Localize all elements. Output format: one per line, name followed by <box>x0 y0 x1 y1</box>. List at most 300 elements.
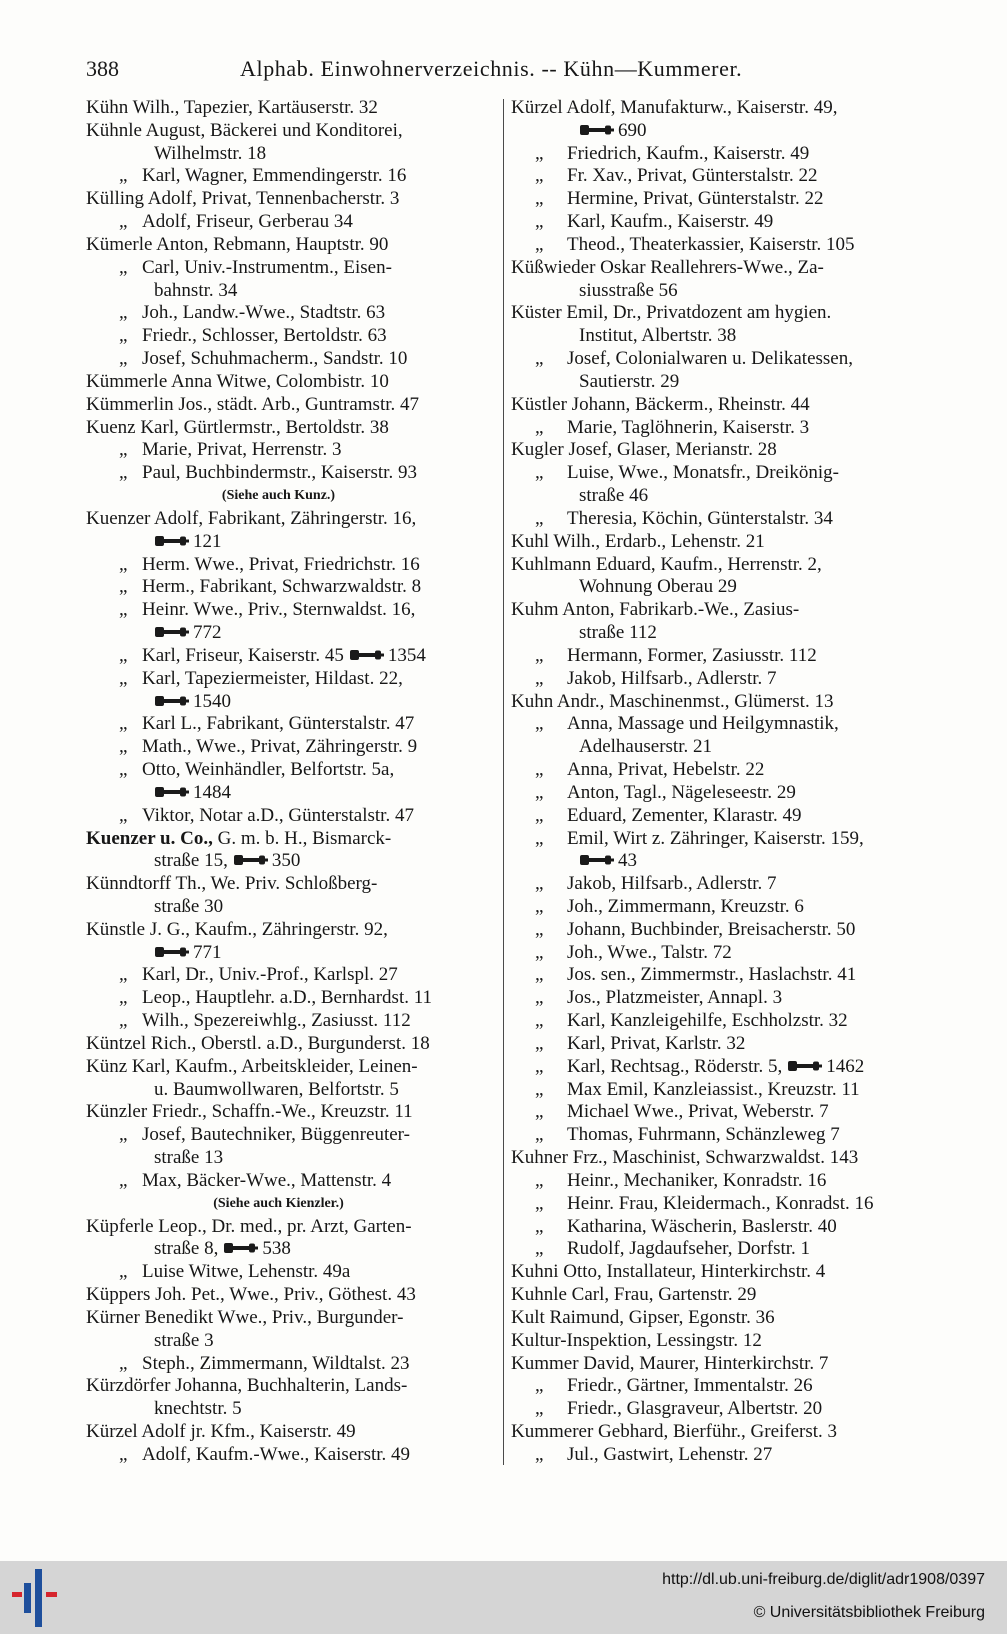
ditto-mark: „ <box>119 256 128 278</box>
copyright-notice: © Universitätsbibliothek Freiburg <box>753 1604 985 1621</box>
entry-text: Kürzel Adolf, Manufakturw., Kaiserstr. 49, <box>511 97 838 118</box>
entry-text: Otto, Weinhändler, Belfortstr. 5a, <box>142 759 395 781</box>
ditto-mark: „ <box>119 667 128 689</box>
directory-entry <box>511 1170 934 1193</box>
entry-text: Jos. sen., Zimmermstr., Haslachstr. 41 <box>567 964 857 986</box>
ditto-mark: „ <box>535 507 544 529</box>
telephone-icon <box>154 534 190 548</box>
ditto-mark: „ <box>535 644 544 666</box>
telephone-icon <box>579 123 615 137</box>
directory-entry <box>511 668 934 691</box>
ditto-mark: „ <box>535 416 544 438</box>
entry-text: Paul, Buchbindermstr., Kaiserstr. 93 <box>142 462 417 484</box>
entry-text: straße 13 <box>154 1147 224 1169</box>
entry-text: Friedrich, Kaufm., Kaiserstr. 49 <box>567 142 810 164</box>
directory-entry <box>511 1353 934 1376</box>
entry-continuation <box>511 576 934 599</box>
entry-text: Künndtorff Th., We. Priv. Schloßberg- <box>86 873 378 895</box>
ditto-mark: „ <box>119 211 128 233</box>
directory-entry <box>86 211 495 234</box>
ditto-mark: „ <box>535 348 544 370</box>
directory-entry <box>86 1421 495 1444</box>
entry-text: Kümmerlin Jos., städt. Arb., Guntramstr. 47 <box>86 393 420 415</box>
ditto-mark: „ <box>119 759 128 781</box>
entry-text: Kürzel Adolf jr. Kfm., Kaiserstr. 49 <box>86 1421 356 1443</box>
entry-continuation <box>511 280 934 303</box>
entry-text: Kürner Benedikt Wwe., Priv., Burgunder- <box>86 1306 404 1328</box>
ditto-mark: „ <box>535 804 544 826</box>
directory-entry <box>511 1284 934 1307</box>
entry-text: straße 3 <box>154 1329 214 1351</box>
entry-text: Herm., Fabrikant, Schwarzwaldstr. 8 <box>142 576 422 598</box>
entry-text: knechtstr. 5 <box>154 1398 242 1420</box>
phone-number: 1484 <box>193 781 231 803</box>
telephone-icon <box>154 945 190 959</box>
entry-text: Friedr., Schlosser, Bertoldstr. 63 <box>142 325 387 347</box>
library-logo <box>10 1567 60 1627</box>
entry-continuation <box>86 622 495 645</box>
phone-number: 1462 <box>826 1055 865 1077</box>
entry-text: Luise, Wwe., Monatsfr., Dreikönig- <box>567 462 839 484</box>
entry-text: Kuhnle Carl, Frau, Gartenstr. 29 <box>511 1284 757 1306</box>
ditto-mark: „ <box>119 302 128 324</box>
entry-text: Jakob, Hilfsarb., Adlerstr. 7 <box>567 667 777 689</box>
ditto-mark: „ <box>119 165 128 187</box>
phone-number: 1354 <box>387 644 426 666</box>
entry-continuation <box>86 850 495 873</box>
ditto-mark: „ <box>535 1101 544 1123</box>
entry-text: Kummerer Gebhard, Bierführ., Greiferst. 3 <box>511 1421 838 1443</box>
ditto-mark: „ <box>535 1238 544 1260</box>
ditto-mark: „ <box>535 188 544 210</box>
ditto-mark: „ <box>535 1124 544 1146</box>
directory-entry <box>511 97 934 120</box>
entry-text: Max, Bäcker-Wwe., Mattenstr. 4 <box>142 1169 392 1191</box>
ditto-mark: „ <box>119 1169 128 1191</box>
entry-text: Küpferle Leop., Dr. med., pr. Arzt, Garten- <box>86 1215 412 1237</box>
cross-reference-note <box>86 485 495 508</box>
entry-text: Kuhn Andr., Maschinenmst., Glümerst. 13 <box>511 690 834 712</box>
ditto-mark: „ <box>119 644 128 666</box>
entry-text: Wilh., Spezereiwhlg., Zasiusst. 112 <box>142 1010 411 1032</box>
entry-text: straße 30 <box>154 895 224 917</box>
ditto-mark: „ <box>119 1443 128 1465</box>
telephone-icon <box>223 1241 259 1255</box>
phone-number: 43 <box>618 850 637 872</box>
entry-text: Math., Wwe., Privat, Zähringerstr. 9 <box>142 736 418 758</box>
directory-entry <box>86 394 495 417</box>
entry-text: Kuenzer Adolf, Fabrikant, Zähringerstr. 16, <box>86 507 417 529</box>
entry-text: Eduard, Zementer, Klarastr. 49 <box>567 804 802 826</box>
directory-entry <box>511 942 934 965</box>
entry-text: Institut, Albertstr. 38 <box>579 325 737 347</box>
ditto-mark: „ <box>535 1398 544 1420</box>
entry-text: G. m. b. H., Bismarck- <box>217 827 392 849</box>
entry-continuation <box>86 1238 495 1261</box>
directory-entry <box>86 439 495 462</box>
directory-entry <box>86 1284 495 1307</box>
directory-entry <box>511 782 934 805</box>
ditto-mark: „ <box>119 348 128 370</box>
directory-entry <box>86 417 495 440</box>
directory-entry <box>511 508 934 531</box>
directory-entry <box>86 736 495 759</box>
telephone-icon <box>787 1059 823 1073</box>
ditto-mark: „ <box>535 895 544 917</box>
entry-text: straße 15, <box>154 850 228 872</box>
directory-entry <box>511 1216 934 1239</box>
directory-entry <box>86 1101 495 1124</box>
ditto-mark: „ <box>119 1352 128 1374</box>
entry-text: Marie, Privat, Herrenstr. 3 <box>142 439 342 461</box>
entry-continuation <box>86 143 495 166</box>
entry-text: Karl, Kaufm., Kaiserstr. 49 <box>567 211 774 233</box>
entry-continuation <box>86 1079 495 1102</box>
ditto-mark: „ <box>535 827 544 849</box>
entry-text: Carl, Univ.-Instrumentm., Eisen- <box>142 256 392 278</box>
directory-entry <box>86 873 495 896</box>
ditto-mark: „ <box>119 553 128 575</box>
entry-text: Adelhauserstr. 21 <box>579 736 712 758</box>
ditto-mark: „ <box>535 1010 544 1032</box>
entry-text: Jul., Gastwirt, Lehenstr. 27 <box>567 1443 773 1465</box>
entry-continuation <box>511 736 934 759</box>
entry-continuation <box>86 942 495 965</box>
entry-continuation <box>511 325 934 348</box>
directory-entry <box>511 987 934 1010</box>
ditto-mark: „ <box>535 667 544 689</box>
directory-entry <box>511 1444 934 1467</box>
entry-text: Theod., Theaterkassier, Kaiserstr. 105 <box>567 233 855 255</box>
entry-text: Josef, Schuhmacherm., Sandstr. 10 <box>142 348 408 370</box>
entry-text: Katharina, Wäscherin, Baslerstr. 40 <box>567 1215 837 1237</box>
ditto-mark: „ <box>535 873 544 895</box>
ditto-mark: „ <box>535 941 544 963</box>
directory-entry <box>511 1421 934 1444</box>
ditto-mark: „ <box>119 1124 128 1146</box>
entry-text: Adolf, Kaufm.-Wwe., Kaiserstr. 49 <box>142 1443 411 1465</box>
entry-text: u. Baumwollwaren, Belfortstr. 5 <box>154 1078 399 1100</box>
entry-text: Heinr. Wwe., Priv., Sternwaldst. 16, <box>142 599 416 621</box>
entry-text: straße 112 <box>579 622 657 644</box>
entry-text: Kühn Wilh., Tapezier, Kartäuserstr. 32 <box>86 97 378 118</box>
entry-text: Heinr., Mechaniker, Konradstr. 16 <box>567 1169 827 1191</box>
entry-text: Emil, Wirt z. Zähringer, Kaiserstr. 159, <box>567 827 864 849</box>
entry-text: (Siehe auch Kunz.) <box>221 488 336 504</box>
ditto-mark: „ <box>535 964 544 986</box>
directory-entry <box>511 439 934 462</box>
entry-continuation <box>511 120 934 143</box>
ditto-mark: „ <box>535 233 544 255</box>
directory-entry <box>86 645 495 668</box>
directory-entry <box>86 919 495 942</box>
entry-text: Rudolf, Jagdaufseher, Dorfstr. 1 <box>567 1238 811 1260</box>
ditto-mark: „ <box>535 1215 544 1237</box>
entry-text: Hermann, Former, Zasiusstr. 112 <box>567 644 817 666</box>
entry-text: Küppers Joh. Pet., Wwe., Priv., Göthest. 43 <box>86 1284 416 1306</box>
entry-text: Joh., Wwe., Talstr. 72 <box>567 941 732 963</box>
entry-text: Kuhner Frz., Maschinist, Schwarzwaldst. 143 <box>511 1147 859 1169</box>
directory-entry <box>86 1307 495 1330</box>
entry-text: Anna, Massage und Heilgymnastik, <box>567 713 839 735</box>
directory-entry <box>511 805 934 828</box>
directory-entry <box>86 462 495 485</box>
directory-entry <box>86 1056 495 1079</box>
directory-entry <box>511 896 934 919</box>
entry-text: Kuhlmann Eduard, Kaufm., Herrenstr. 2, <box>511 553 822 575</box>
telephone-icon <box>154 785 190 799</box>
telephone-icon <box>233 853 269 867</box>
phone-number: 121 <box>193 530 222 552</box>
ditto-mark: „ <box>535 211 544 233</box>
entry-text: Michael Wwe., Privat, Weberstr. 7 <box>567 1101 829 1123</box>
entry-text: Joh., Landw.-Wwe., Stadtstr. 63 <box>142 302 386 324</box>
directory-entry <box>511 1238 934 1261</box>
ditto-mark: „ <box>535 713 544 735</box>
entry-continuation <box>86 896 495 919</box>
directory-entry <box>86 554 495 577</box>
directory-entry <box>511 188 934 211</box>
entry-text: Jakob, Hilfsarb., Adlerstr. 7 <box>567 873 777 895</box>
entry-continuation <box>86 1330 495 1353</box>
directory-entry <box>511 302 934 325</box>
phone-number: 771 <box>193 941 222 963</box>
ditto-mark: „ <box>119 987 128 1009</box>
ditto-mark: „ <box>119 439 128 461</box>
entry-text: Kugler Josef, Glaser, Merianstr. 28 <box>511 439 777 461</box>
entry-text: Karl, Wagner, Emmendingerstr. 16 <box>142 165 407 187</box>
directory-entry <box>86 668 495 691</box>
ditto-mark: „ <box>535 759 544 781</box>
entry-text: Adolf, Friseur, Gerberau 34 <box>142 211 353 233</box>
ditto-mark: „ <box>535 1443 544 1465</box>
cross-reference-note <box>86 1193 495 1216</box>
phone-number: 538 <box>262 1238 291 1260</box>
telephone-icon <box>154 625 190 639</box>
entry-continuation <box>86 1147 495 1170</box>
ditto-mark: „ <box>535 987 544 1009</box>
entry-text: Johann, Buchbinder, Breisacherstr. 50 <box>567 918 856 940</box>
entry-text: Theresia, Köchin, Günterstalstr. 34 <box>567 507 833 529</box>
telephone-icon <box>349 648 385 662</box>
directory-entry <box>511 1375 934 1398</box>
entry-text: Kuhni Otto, Installateur, Hinterkirchstr. 4 <box>511 1261 826 1283</box>
directory-entry <box>86 234 495 257</box>
entry-text: Kultur-Inspektion, Lessingstr. 12 <box>511 1329 762 1351</box>
ditto-mark: „ <box>535 1192 544 1214</box>
directory-entry <box>511 1124 934 1147</box>
ditto-mark: „ <box>535 462 544 484</box>
directory-entry <box>86 1261 495 1284</box>
entry-text: Karl, Dr., Univ.-Prof., Karlspl. 27 <box>142 964 398 986</box>
entry-text: Küßwieder Oskar Reallehrers-Wwe., Za- <box>511 256 824 278</box>
directory-entry <box>511 1261 934 1284</box>
entry-text: Hermine, Privat, Günterstalstr. 22 <box>567 188 824 210</box>
entry-text: Karl L., Fabrikant, Günterstalstr. 47 <box>142 713 415 735</box>
directory-entry <box>86 1124 495 1147</box>
directory-entry <box>511 1101 934 1124</box>
directory-entry <box>511 1307 934 1330</box>
directory-entry <box>86 964 495 987</box>
entry-text: Kult Raimund, Gipser, Egonstr. 36 <box>511 1306 775 1328</box>
ditto-mark: „ <box>119 1261 128 1283</box>
directory-entry <box>86 1444 495 1467</box>
directory-entry <box>86 1033 495 1056</box>
entry-text: Josef, Bautechniker, Büggenreuter- <box>142 1124 410 1146</box>
entry-text: Küstler Johann, Bäckerm., Rheinstr. 44 <box>511 393 810 415</box>
directory-entry <box>86 302 495 325</box>
ditto-mark: „ <box>119 964 128 986</box>
directory-entry <box>511 1056 934 1079</box>
ditto-mark: „ <box>119 1010 128 1032</box>
footer-bar <box>0 1561 1007 1634</box>
entry-continuation <box>86 531 495 554</box>
directory-entry <box>86 1353 495 1376</box>
entry-text: Küntzel Rich., Oberstl. a.D., Burgunderst. 18 <box>86 1032 430 1054</box>
directory-entry <box>86 805 495 828</box>
entry-continuation <box>86 280 495 303</box>
entry-continuation <box>86 782 495 805</box>
directory-entry <box>511 462 934 485</box>
firm-name: Kuenzer u. Co., <box>86 827 213 849</box>
entry-text: Anna, Privat, Hebelstr. 22 <box>567 759 765 781</box>
entry-text: Karl, Friseur, Kaiserstr. 45 <box>142 644 344 666</box>
running-title: Alphab. Einwohnerverzeichnis. -- Kühn—Kummerer. <box>240 56 743 81</box>
directory-entry <box>511 691 934 714</box>
entry-text: Max Emil, Kanzleiassist., Kreuzstr. 11 <box>567 1078 860 1100</box>
entry-continuation <box>86 1398 495 1421</box>
entry-text: Kuenz Karl, Gürtlermstr., Bertoldstr. 38 <box>86 416 389 438</box>
ditto-mark: „ <box>535 1032 544 1054</box>
phone-number: 1540 <box>193 690 231 712</box>
directory-entry <box>86 508 495 531</box>
entry-text: Karl, Tapeziermeister, Hildast. 22, <box>142 667 403 689</box>
entry-text: Anton, Tagl., Nägeleseestr. 29 <box>567 781 796 803</box>
entry-text: Karl, Kanzleigehilfe, Eschholzstr. 32 <box>567 1010 848 1032</box>
directory-entry <box>86 120 495 143</box>
directory-entry <box>511 1079 934 1102</box>
ditto-mark: „ <box>119 462 128 484</box>
entry-text: Herm. Wwe., Privat, Friedrichstr. 16 <box>142 553 420 575</box>
directory-entry <box>511 1010 934 1033</box>
directory-entry <box>511 873 934 896</box>
ditto-mark: „ <box>119 713 128 735</box>
directory-entry <box>511 713 934 736</box>
entry-text: straße 8, <box>154 1238 219 1260</box>
directory-entry <box>511 165 934 188</box>
ditto-mark: „ <box>535 1169 544 1191</box>
directory-entry <box>86 188 495 211</box>
ditto-mark: „ <box>535 142 544 164</box>
directory-entry <box>86 165 495 188</box>
entry-text: Steph., Zimmermann, Wildtalst. 23 <box>142 1352 410 1374</box>
entry-text: Friedr., Glasgraveur, Albertstr. 20 <box>567 1398 823 1420</box>
entry-text: Josef, Colonialwaren u. Delikatessen, <box>567 348 853 370</box>
directory-entry <box>86 599 495 622</box>
right-column <box>511 97 934 1467</box>
ditto-mark: „ <box>535 165 544 187</box>
ditto-mark: „ <box>119 599 128 621</box>
directory-entry <box>511 759 934 782</box>
source-url: http://dl.ub.uni-freiburg.de/diglit/adr1908/0397 <box>662 1571 985 1588</box>
directory-entry <box>86 1170 495 1193</box>
entry-text: Luise Witwe, Lehenstr. 49a <box>142 1261 351 1283</box>
directory-entry <box>86 828 495 851</box>
directory-entry <box>86 257 495 280</box>
entry-text: Kümerle Anton, Rebmann, Hauptstr. 90 <box>86 233 389 255</box>
directory-entry <box>86 371 495 394</box>
entry-text: Fr. Xav., Privat, Günterstalstr. 22 <box>567 165 818 187</box>
directory-entry <box>511 1398 934 1421</box>
directory-entry <box>511 417 934 440</box>
directory-entry <box>511 1033 934 1056</box>
directory-entry <box>86 97 495 120</box>
directory-entry <box>511 599 934 622</box>
directory-entry <box>511 828 934 851</box>
directory-entry <box>511 143 934 166</box>
page-number: 388 <box>86 56 119 81</box>
entry-text: Karl, Privat, Karlstr. 32 <box>567 1032 746 1054</box>
directory-entry <box>86 713 495 736</box>
directory-entry <box>511 348 934 371</box>
entry-text: Kummer David, Maurer, Hinterkirchstr. 7 <box>511 1352 829 1374</box>
directory-entry <box>511 1193 934 1216</box>
entry-text: Künzler Friedr., Schaffn.-We., Kreuzstr. 11 <box>86 1101 413 1123</box>
entry-text: Karl, Rechtsag., Röderstr. 5, <box>567 1055 783 1077</box>
entry-text: (Siehe auch Kienzler.) <box>213 1195 344 1211</box>
directory-entry <box>86 576 495 599</box>
phone-number: 350 <box>271 850 301 872</box>
entry-text: Kühnle August, Bäckerei und Konditorei, <box>86 119 403 141</box>
left-column <box>86 97 495 1467</box>
directory-entry <box>511 919 934 942</box>
ditto-mark: „ <box>119 736 128 758</box>
entry-text: Viktor, Notar a.D., Günterstalstr. 47 <box>142 804 414 826</box>
entry-text: Künz Karl, Kaufm., Arbeitskleider, Leinen- <box>86 1055 418 1077</box>
ditto-mark: „ <box>535 1055 544 1077</box>
ditto-mark: „ <box>535 781 544 803</box>
entry-text: Künstle J. G., Kaufm., Zähringerstr. 92, <box>86 918 388 940</box>
directory-entry <box>511 554 934 577</box>
ditto-mark: „ <box>535 1375 544 1397</box>
directory-entry <box>86 1216 495 1239</box>
ditto-mark: „ <box>119 804 128 826</box>
phone-number: 772 <box>193 622 222 644</box>
directory-entry <box>511 531 934 554</box>
entry-text: Marie, Taglöhnerin, Kaiserstr. 3 <box>567 416 810 438</box>
entry-text: Kuhm Anton, Fabrikarb.-We., Zasius- <box>511 599 800 621</box>
entry-text: Kürzdörfer Johanna, Buchhalterin, Lands- <box>86 1375 408 1397</box>
column-divider <box>503 99 504 1465</box>
phone-number: 690 <box>618 119 647 141</box>
ditto-mark: „ <box>119 325 128 347</box>
entry-text: Jos., Platzmeister, Annapl. 3 <box>567 987 783 1009</box>
directory-entry <box>86 325 495 348</box>
directory-entry <box>86 987 495 1010</box>
entry-text: Heinr. Frau, Kleidermach., Konradst. 16 <box>567 1192 874 1214</box>
directory-entry <box>511 211 934 234</box>
directory-entry <box>511 964 934 987</box>
ditto-mark: „ <box>119 576 128 598</box>
directory-entry <box>511 645 934 668</box>
directory-entry <box>86 1010 495 1033</box>
entry-continuation <box>511 371 934 394</box>
ditto-mark: „ <box>535 1078 544 1100</box>
directory-entry <box>86 759 495 782</box>
entry-text: straße 46 <box>579 485 649 507</box>
entry-text: Leop., Hauptlehr. a.D., Bernhardst. 11 <box>142 987 433 1009</box>
entry-text: Küster Emil, Dr., Privatdozent am hygien. <box>511 302 832 324</box>
